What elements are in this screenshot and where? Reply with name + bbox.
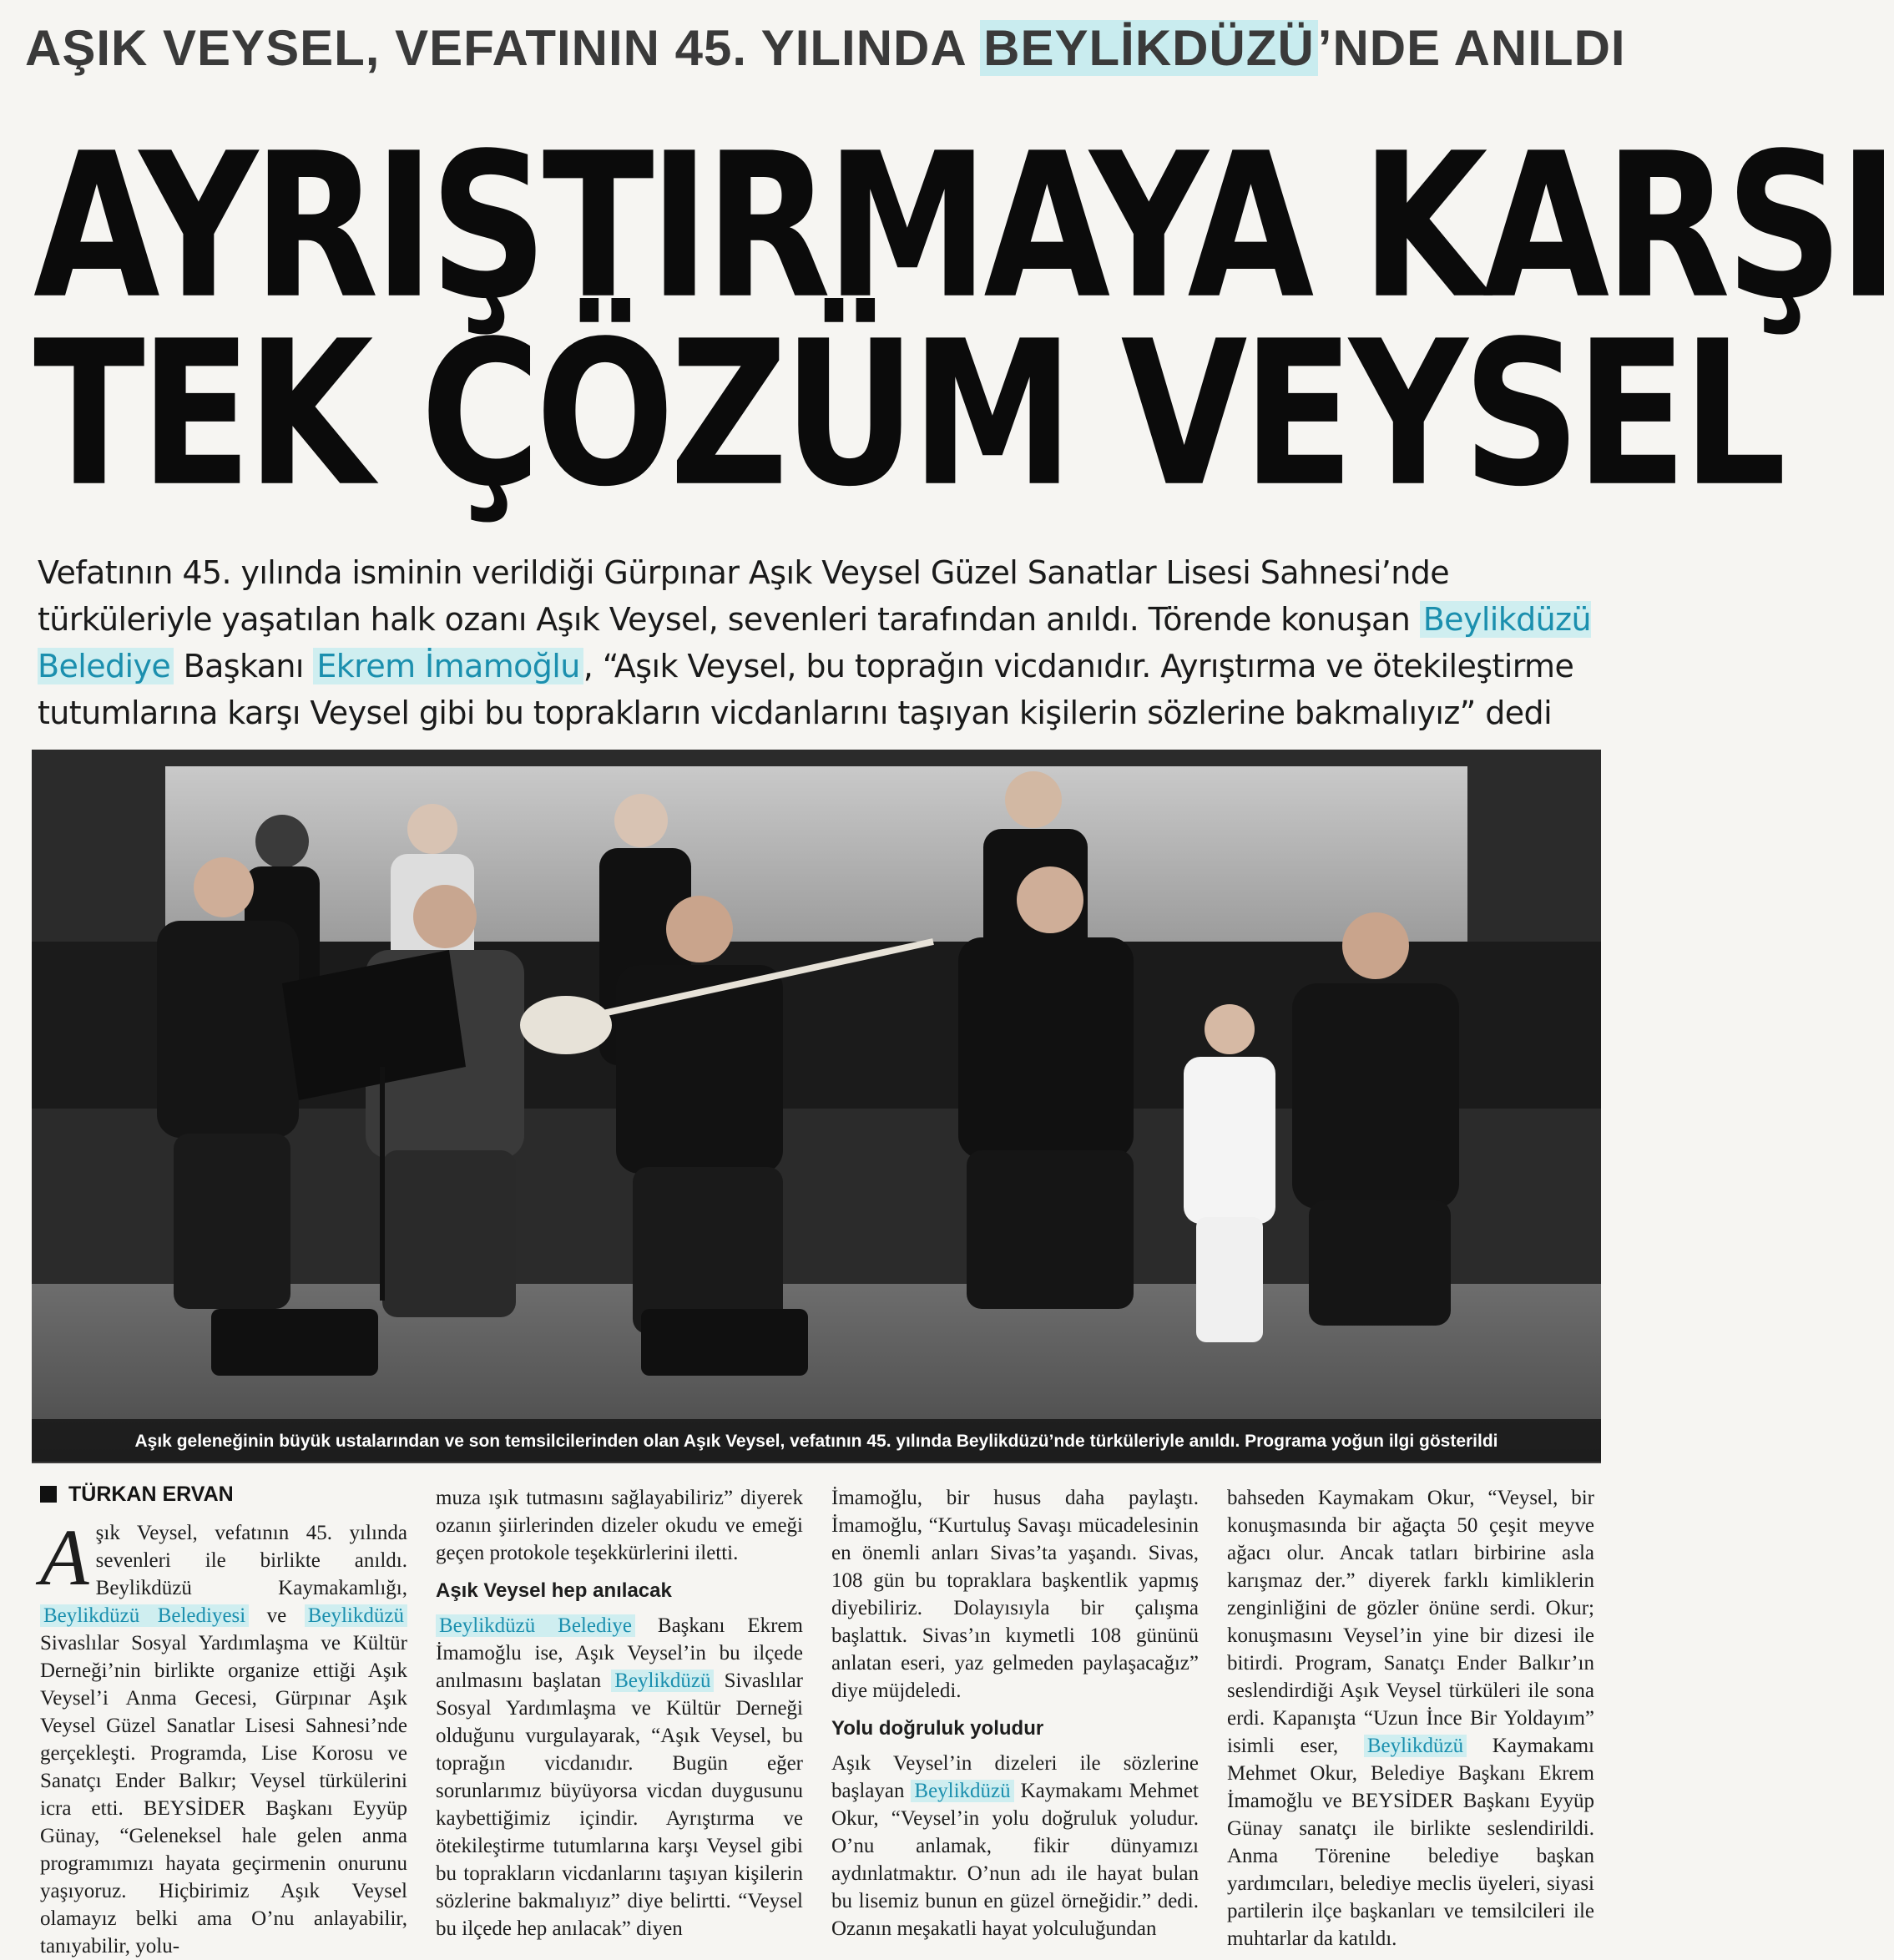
byline — [40, 1479, 234, 1509]
event-photo — [32, 750, 1601, 1462]
photo-caption: Aşık geleneğinin büyük ustalarından ve son temsilcilerinden olan Aşık Veysel, vefatının 45. yılında Beylikdüzü’nde türküleriyle anıldı. Programa yoğun ilgi gösterildi — [32, 1419, 1601, 1463]
subheading-dogruluk-yolu: Yolu doğruluk yoludur — [831, 1717, 1044, 1740]
article-column-3: İmamoğlu, bir husus daha paylaştı. İmamoğlu, “Kurtuluş Savaşı mücadelesinin en önemli anları Sivas’ta yaşandı. Sivas, 108 gün bu topraklara başkentlik yapmış diyebiliriz. Dolayısıyla bir çalışma başlattık. Sivas’ın kıymetli 108 gününü anlatan eseri, yaz gelmeden paylaşacağız” diye müjdeledi. Yolu doğruluk yoludur Aşık Veysel’in dizeleri ile sözlerine başlayan Beylikdüzü Kaymakamı Mehmet Okur, “Veysel’in yolu doğruluk yoludur. O’nu anlamak, fikir dünyamızı aydınlatmaktır. O’nun adı ile hayat bulan bu lisemiz bunun en güzel örneğidir.” dedi. Ozanın meşakatli hayat yolculuğundan — [831, 1484, 1199, 1942]
kicker-headline — [25, 7, 1626, 90]
subheading-hep-anilacak: Aşık Veysel hep anılacak — [436, 1579, 672, 1602]
kicker-highlight: BEYLİKDÜZÜ — [980, 20, 1318, 76]
highlight-district: Beylikdüzü — [305, 1604, 407, 1627]
headline-line-2: TEK ÇÖZÜM VEYSEL — [33, 298, 1782, 532]
column-2-paragraph: muza ışık tutmasını sağlayabiliriz” diyerek ozanın şiirlerinden dizeler okudu ve emeği geçen protokole teşekkürlerini iletti. — [436, 1487, 803, 1564]
highlight-district: Beylikdüzü — [611, 1670, 714, 1692]
kicker-text: AŞIK VEYSEL, VEFATININ 45. YILINDA — [25, 20, 981, 76]
kicker-text-end: ’NDE ANILDI — [1317, 20, 1626, 76]
byline-author: TÜRKAN ERVAN — [68, 1483, 234, 1506]
article-column-4: bahseden Kaymakam Okur, “Veysel, bir konuşmasında bir ağaçta 50 çeşit meyve ağacı olur. Ancak tatları birbirine asla karışmaz der.” diyerek farklı kimliklerin zenginliğini de gözler önüne serdi. Okur; konuşmasını Veysel’in yine bir dizesi ile bitirdi. Program, Sanatçı Ender Balkır’ın seslendirdiği Aşık Veysel türküleri ile sona erdi. Kapanışta “Uzun İnce Bir Yoldayım” isimli eser, Beylikdüzü Kaymakamı Mehmet Okur, Belediye Başkanı Ekrem İmamoğlu ve BEYSİDER Başkanı Eyyüp Günay sanatçı ile birlikte seslendirildi. Anma Törenine belediye başkan yardımcıları, belediye meclis üyeleri, siyasi partilerin ilçe başkanları ve temsilcileri ile muhtarlar da katıldı. — [1227, 1487, 1594, 1950]
column-3-paragraph: İmamoğlu, bir husus daha paylaştı. İmamoğlu, “Kurtuluş Savaşı mücadelesinin en önemli anları Sivas’ta yaşandı. Sivas, 108 gün bu topraklara başkentlik yapmış diyebiliriz. Dolayısıyla bir çalışma başlattık. Sivas’ın kıymetli 108 gününü anlatan eseri, yaz gelmeden paylaşacağız” diye müjdeledi. — [831, 1487, 1199, 1702]
lede-highlight-mayor: Ekrem İmamoğlu — [313, 648, 583, 684]
lede-paragraph: Vefatının 45. yılında isminin verildiği Gürpınar Aşık Veysel Güzel Sanatlar Lisesi Sahnesi’nde türküleriyle yaşatılan halk ozanı Aşık Veysel, sevenleri tarafından anıldı. Törende konuşan Beylikdüzü Belediye Başkanı Ekrem İmamoğlu , “Aşık Veysel, bu toprağın vicdanıdır. Ayrıştırma ve ötekileştirme tutumlarına karşı Veysel gibi bu toprakların vicdanlarını taşıyan kişilerin sözlerine bakmalıyız” dedi — [38, 554, 1591, 731]
headline-line-1: AYRIŞTIRMAYA KARŞI — [33, 110, 1894, 344]
highlight-municipality: Beylikdüzü Belediye — [436, 1614, 635, 1637]
article-column-1: Aşık Veysel, vefatının 45. yılında sevenleri ile birlikte anıldı. Beylikdüzü Kaymakamlığı, Beylikdüzü Belediyesi ve Beylikdüzü Sivaslılar Sosyal Yardımlaşma ve Kültür Derneği’nin birlikte organize ettiği Aşık Veysel’i Anma Gecesi, Gürpınar Aşık Veysel Güzel Sanatlar Lisesi Sahnesi’nde gerçekleşti. Programda, Lise Korosu ve Sanatçı Ender Balkır; Veysel türkülerini icra etti. BEYSİDER Başkanı Eyyüp Günay, “Geleneksel hale gelen anma programımızı hayata geçirmenin onurunu yaşıyoruz. Hiçbirimiz Aşık Veysel olamayız belki ama O’nu anlayabilir, tanıyabilir, yolu- — [40, 1513, 407, 1957]
highlight-district: Beylikdüzü — [911, 1780, 1013, 1802]
byline-square-icon — [40, 1486, 57, 1503]
article-column-2: muza ışık tutmasını sağlayabiliriz” diyerek ozanın şiirlerinden dizeler okudu ve emeği geçen protokole teşekkürlerini iletti. Aşık Veysel hep anılacak Beylikdüzü Belediye Başkanı Ekrem İmamoğlu ise, Aşık Veysel’in bu ilçede anılmasını başlatan Beylikdüzü Sivaslılar Sosyal Yardımlaşma ve Kültür Derneği olduğunu vurgulayarak, “Aşık Veysel, bu toprağın vicdanıdır. Bugün eğer sorunlarımız büyüyorsa vicdan duygusunu kaybettiğimiz içindir. Ayrıştırma ve ötekileştirme tutumlarına karşı Veysel gibi bu toprakların vicdanlarını taşıyan kişilerin sözlerine bakmalıyız” diye belirtti. “Veysel bu ilçede hep anılacak” diyen — [436, 1484, 803, 1942]
highlight-municipality: Beylikdüzü Belediyesi — [40, 1604, 249, 1627]
highlight-district: Beylikdüzü — [1364, 1735, 1467, 1757]
drop-cap: A — [40, 1513, 89, 1602]
lede-highlight-municipality: Beylikdüzü Belediye — [38, 601, 1591, 684]
stage-photo-illustration — [32, 750, 1601, 1462]
